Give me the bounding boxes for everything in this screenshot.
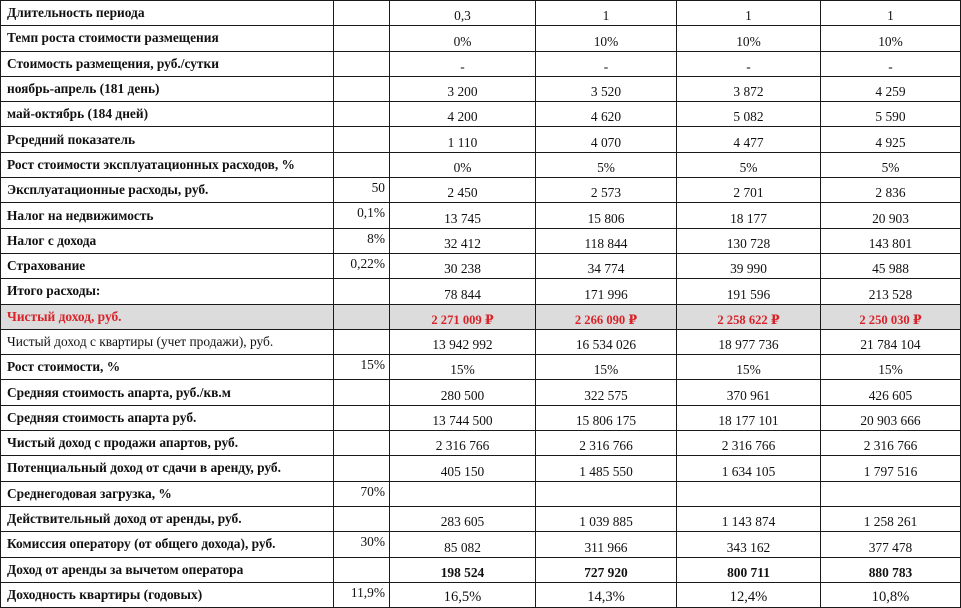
period-2-value: 1 [536, 1, 677, 26]
row-parameter: 8% [334, 228, 390, 253]
period-4-value: 1 258 261 [821, 506, 961, 531]
table-row [1, 279, 961, 304]
row-parameter [334, 51, 390, 76]
period-2-value: 2 266 090 ₽ [536, 304, 677, 329]
row-label: Темп роста стоимости размещения [1, 26, 334, 51]
row-label: Налог с дохода [1, 228, 334, 253]
period-2-value: 3 520 [536, 76, 677, 101]
period-3-value: 3 872 [677, 76, 821, 101]
row-parameter [334, 102, 390, 127]
period-3-value: 800 711 [677, 557, 821, 582]
period-3-value: 12,4% [677, 582, 821, 607]
row-label: Итого расходы: [1, 279, 334, 304]
period-1-value: 13 745 [390, 203, 536, 228]
row-parameter [334, 26, 390, 51]
period-3-value: 191 596 [677, 279, 821, 304]
row-parameter [334, 127, 390, 152]
period-3-value: 18 977 736 [677, 329, 821, 354]
row-parameter [334, 405, 390, 430]
row-parameter [334, 304, 390, 329]
period-4-value: 5 590 [821, 102, 961, 127]
period-2-value: 15 806 [536, 203, 677, 228]
period-1-value: 280 500 [390, 380, 536, 405]
row-parameter [334, 76, 390, 101]
period-4-value [821, 481, 961, 506]
row-parameter: 15% [334, 355, 390, 380]
period-1-value: 78 844 [390, 279, 536, 304]
row-parameter: 30% [334, 532, 390, 557]
period-1-value: 13 744 500 [390, 405, 536, 430]
table-row [1, 1, 961, 26]
period-4-value: 4 925 [821, 127, 961, 152]
table-row-net-income [1, 304, 961, 329]
row-label: Рсредний показатель [1, 127, 334, 152]
period-4-value: 2 250 030 ₽ [821, 304, 961, 329]
table-row [1, 253, 961, 278]
table-row [1, 431, 961, 456]
period-4-value: 2 836 [821, 178, 961, 203]
period-3-value: 5 082 [677, 102, 821, 127]
period-3-value: 39 990 [677, 253, 821, 278]
period-1-value: 32 412 [390, 228, 536, 253]
period-3-value: 4 477 [677, 127, 821, 152]
table-row [1, 582, 961, 607]
row-label: Страхование [1, 253, 334, 278]
period-2-value: 16 534 026 [536, 329, 677, 354]
period-2-value: 14,3% [536, 582, 677, 607]
period-3-value: 5% [677, 152, 821, 177]
row-label: Налог на недвижимость [1, 203, 334, 228]
period-4-value: 1 797 516 [821, 456, 961, 481]
table-row [1, 532, 961, 557]
row-parameter: 0,22% [334, 253, 390, 278]
period-4-value: 45 988 [821, 253, 961, 278]
period-3-value [677, 481, 821, 506]
period-2-value: 4 070 [536, 127, 677, 152]
period-2-value: 15 806 175 [536, 405, 677, 430]
period-1-value: 85 082 [390, 532, 536, 557]
period-1-value: 0,3 [390, 1, 536, 26]
row-label: Эксплуатационные расходы, руб. [1, 178, 334, 203]
period-1-value: 2 316 766 [390, 431, 536, 456]
period-3-value: 370 961 [677, 380, 821, 405]
period-1-value [390, 481, 536, 506]
period-3-value: 343 162 [677, 532, 821, 557]
period-3-value: 2 701 [677, 178, 821, 203]
row-label: Доход от аренды за вычетом оператора [1, 557, 334, 582]
period-1-value: 405 150 [390, 456, 536, 481]
row-parameter [334, 380, 390, 405]
period-4-value: 377 478 [821, 532, 961, 557]
period-4-value: 21 784 104 [821, 329, 961, 354]
row-parameter [334, 506, 390, 531]
row-label: Действительный доход от аренды, руб. [1, 506, 334, 531]
row-label: Чистый доход с квартиры (учет продажи), руб. [1, 329, 334, 354]
period-2-value: - [536, 51, 677, 76]
row-label: Длительность периода [1, 1, 334, 26]
row-label: Стоимость размещения, руб./сутки [1, 51, 334, 76]
period-2-value: 4 620 [536, 102, 677, 127]
table-row [1, 456, 961, 481]
row-label: Потенциальный доход от сдачи в аренду, руб. [1, 456, 334, 481]
period-4-value: 4 259 [821, 76, 961, 101]
period-4-value: - [821, 51, 961, 76]
row-parameter [334, 431, 390, 456]
row-label: Рост стоимости, % [1, 355, 334, 380]
period-3-value: - [677, 51, 821, 76]
table-row [1, 51, 961, 76]
period-1-value: 15% [390, 355, 536, 380]
row-parameter [334, 1, 390, 26]
row-parameter: 11,9% [334, 582, 390, 607]
period-4-value: 213 528 [821, 279, 961, 304]
period-3-value: 1 634 105 [677, 456, 821, 481]
period-1-value: 16,5% [390, 582, 536, 607]
period-1-value: - [390, 51, 536, 76]
table-row [1, 481, 961, 506]
period-4-value: 143 801 [821, 228, 961, 253]
table-row [1, 405, 961, 430]
period-4-value: 426 605 [821, 380, 961, 405]
table-row [1, 203, 961, 228]
period-1-value: 0% [390, 26, 536, 51]
row-parameter: 50 [334, 178, 390, 203]
table-row [1, 557, 961, 582]
period-2-value: 322 575 [536, 380, 677, 405]
table-row [1, 380, 961, 405]
row-parameter: 0,1% [334, 203, 390, 228]
period-3-value: 130 728 [677, 228, 821, 253]
period-1-value: 2 450 [390, 178, 536, 203]
table-row [1, 102, 961, 127]
row-label: Чистый доход, руб. [1, 304, 334, 329]
period-2-value: 15% [536, 355, 677, 380]
table-row [1, 329, 961, 354]
period-2-value: 1 039 885 [536, 506, 677, 531]
row-parameter: 70% [334, 481, 390, 506]
period-2-value: 2 316 766 [536, 431, 677, 456]
row-parameter [334, 557, 390, 582]
row-label: Доходность квартиры (годовых) [1, 582, 334, 607]
row-parameter [334, 456, 390, 481]
period-4-value: 10% [821, 26, 961, 51]
row-label: Рост стоимости эксплуатационных расходов, % [1, 152, 334, 177]
period-4-value: 15% [821, 355, 961, 380]
period-4-value: 20 903 666 [821, 405, 961, 430]
period-4-value: 5% [821, 152, 961, 177]
row-label: ноябрь-апрель (181 день) [1, 76, 334, 101]
period-2-value: 2 573 [536, 178, 677, 203]
period-4-value: 2 316 766 [821, 431, 961, 456]
table-row [1, 506, 961, 531]
row-parameter [334, 329, 390, 354]
period-1-value: 30 238 [390, 253, 536, 278]
row-label: Чистый доход с продажи апартов, руб. [1, 431, 334, 456]
period-1-value: 13 942 992 [390, 329, 536, 354]
period-3-value: 2 316 766 [677, 431, 821, 456]
row-label: Средняя стоимость апарта руб. [1, 405, 334, 430]
period-2-value: 118 844 [536, 228, 677, 253]
period-1-value: 283 605 [390, 506, 536, 531]
row-label: Среднегодовая загрузка, % [1, 481, 334, 506]
period-2-value: 5% [536, 152, 677, 177]
period-1-value: 0% [390, 152, 536, 177]
table-row [1, 127, 961, 152]
period-2-value: 10% [536, 26, 677, 51]
period-1-value: 1 110 [390, 127, 536, 152]
row-parameter [334, 152, 390, 177]
period-3-value: 1 143 874 [677, 506, 821, 531]
period-4-value: 10,8% [821, 582, 961, 607]
table-row [1, 355, 961, 380]
period-4-value: 1 [821, 1, 961, 26]
period-4-value: 20 903 [821, 203, 961, 228]
period-3-value: 1 [677, 1, 821, 26]
table-row [1, 26, 961, 51]
period-3-value: 10% [677, 26, 821, 51]
period-3-value: 18 177 [677, 203, 821, 228]
row-label: Средняя стоимость апарта, руб./кв.м [1, 380, 334, 405]
period-2-value: 311 966 [536, 532, 677, 557]
period-2-value: 171 996 [536, 279, 677, 304]
period-2-value: 1 485 550 [536, 456, 677, 481]
period-1-value: 4 200 [390, 102, 536, 127]
period-1-value: 2 271 009 ₽ [390, 304, 536, 329]
period-3-value: 15% [677, 355, 821, 380]
period-2-value: 727 920 [536, 557, 677, 582]
row-label: Комиссия оператору (от общего дохода), руб. [1, 532, 334, 557]
period-1-value: 198 524 [390, 557, 536, 582]
period-4-value: 880 783 [821, 557, 961, 582]
table-row [1, 76, 961, 101]
table-row [1, 228, 961, 253]
row-label: май-октябрь (184 дней) [1, 102, 334, 127]
period-2-value [536, 481, 677, 506]
period-2-value: 34 774 [536, 253, 677, 278]
table-row [1, 152, 961, 177]
period-3-value: 18 177 101 [677, 405, 821, 430]
period-3-value: 2 258 622 ₽ [677, 304, 821, 329]
period-1-value: 3 200 [390, 76, 536, 101]
row-parameter [334, 279, 390, 304]
table-row [1, 178, 961, 203]
